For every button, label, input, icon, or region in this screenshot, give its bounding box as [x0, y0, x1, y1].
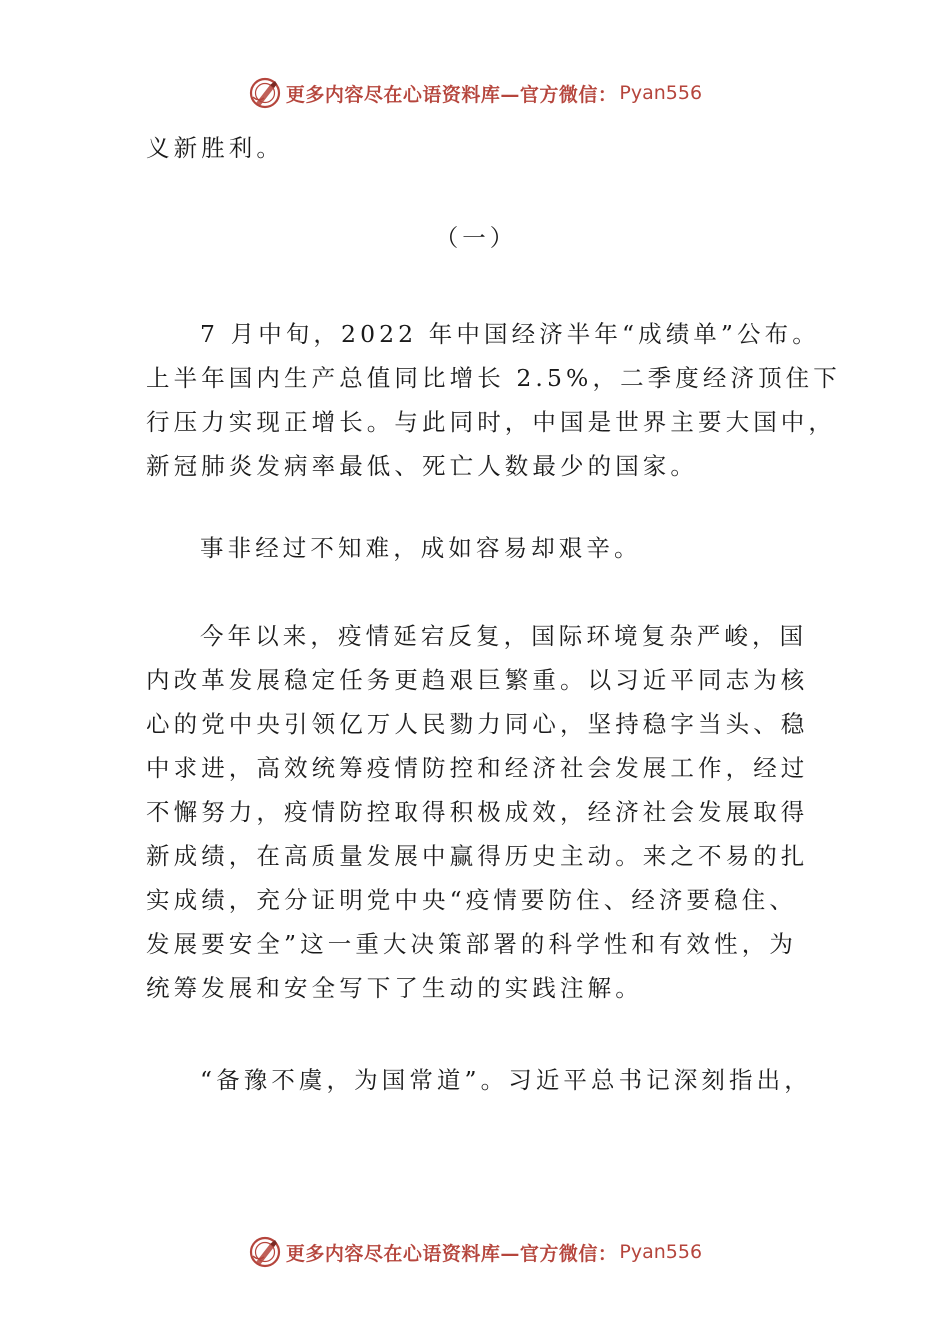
paragraph-line: 实成绩，充分证明党中央“疫情要防住、经济要稳住、: [146, 886, 797, 914]
fountain-pen-seal-icon: [248, 1235, 282, 1269]
paragraph-line: 今年以来，疫情延宕反复，国际环境复杂严峻，国: [200, 622, 808, 650]
paragraph-line: 行压力实现正增长。与此同时，中国是世界主要大国中，: [146, 408, 836, 436]
paragraph-3: [146, 614, 809, 1010]
watermark-text: 更多内容尽在心语资料库—官方微信：: [285, 83, 618, 106]
section-heading: （一）: [434, 224, 518, 252]
watermark-handle: Pyan556: [619, 1241, 703, 1263]
paragraph-4: [146, 1058, 812, 1102]
fountain-pen-seal-icon: [248, 76, 282, 110]
watermark-handle: Pyan556: [619, 82, 703, 104]
paragraph-line: 心的党中央引领亿万人民勠力同心，坚持稳字当头、稳: [146, 710, 809, 738]
paragraph-line: 中求进，高效统筹疫情防控和经济社会发展工作，经过: [146, 754, 809, 782]
paragraph-line: 事非经过不知难，成如容易却艰辛。: [200, 534, 642, 562]
paragraph-line: 新冠肺炎发病率最低、死亡人数最少的国家。: [146, 452, 698, 480]
paragraph-line: 内改革发展稳定任务更趋艰巨繁重。以习近平同志为核: [146, 666, 809, 694]
paragraph-line: 发展要安全”这一重大决策部署的科学性和有效性，为: [146, 930, 797, 958]
watermark-text: 更多内容尽在心语资料库—官方微信：: [285, 1242, 618, 1265]
paragraph-line: 不懈努力，疫情防控取得积极成效，经济社会发展取得: [146, 798, 809, 826]
paragraph-line: “备豫不虞，为国常道”。习近平总书记深刻指出，: [200, 1066, 812, 1094]
document-body: [146, 126, 841, 1094]
paragraph-1: [146, 312, 841, 488]
paragraph-line: 新成绩，在高质量发展中赢得历史主动。来之不易的扎: [146, 842, 809, 870]
header-watermark: [0, 73, 950, 113]
lead-line: 义新胜利。: [146, 134, 284, 162]
paragraph-line: 上半年国内生产总值同比增长 2.5%，二季度经济顶住下: [146, 364, 841, 392]
paragraph-2: [146, 526, 806, 570]
footer-watermark: [0, 1232, 950, 1272]
paragraph-line: 统筹发展和安全写下了生动的实践注解。: [146, 974, 643, 1002]
paragraph-line: 7 月中旬，2022 年中国经济半年“成绩单”公布。: [200, 320, 820, 348]
